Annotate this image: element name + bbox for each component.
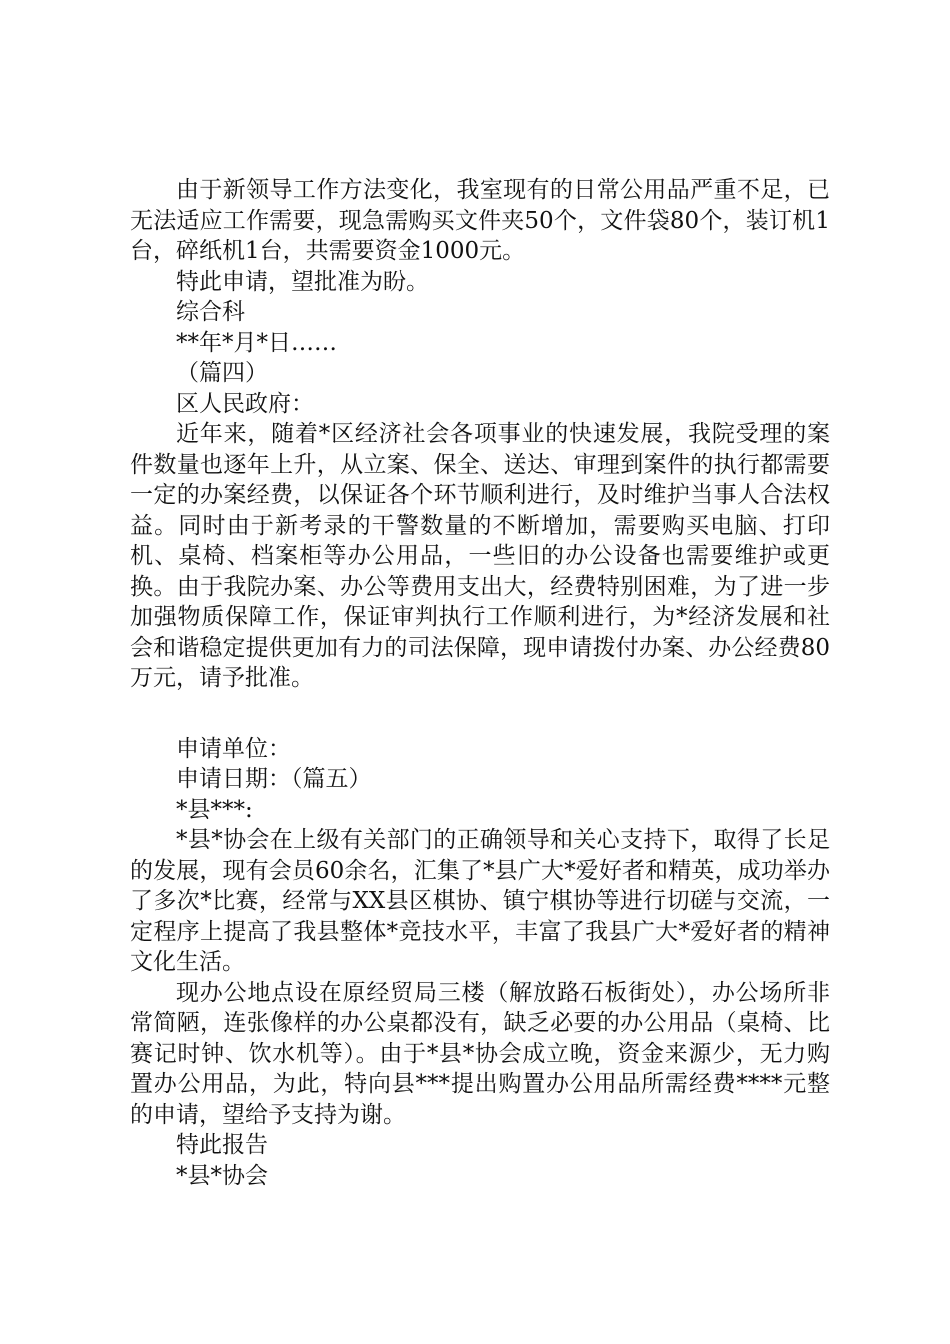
application-date-label: 申请日期：（篇五） xyxy=(176,766,372,792)
salutation-county: *县***: xyxy=(176,796,253,823)
applicant-unit-label: 申请单位： xyxy=(176,735,291,762)
closing-report: 特此报告 xyxy=(176,1132,268,1158)
paragraph-supplies-request: 由于新领导工作方法变化，我室现有的日常公用品严重不足，已无法适应工作需要，现急需购买文件夹50个，文件袋80个，装订机1台，碎纸机1台，共需要资金1000元。 xyxy=(130,177,830,264)
section-heading-part-four: （篇四） xyxy=(176,360,268,386)
paragraph-request-approval: 特此申请，望批准为盼。 xyxy=(176,268,429,295)
signature-association: *县*协会 xyxy=(176,1162,268,1189)
paragraph-spacer xyxy=(130,694,830,734)
paragraph-court-funding: 近年来，随着*区经济社会各项事业的快速发展，我院受理的案件数量也逐年上升，从立案、保全、送达、审理到案件的执行都需要一定的办案经费，以保证各个环节顺利进行，及时维护当事人合法权益。同时由于新考录的干警数量的不断增加，需要购买电脑、打印机、桌椅、档案柜等办公用品，一些旧的办公设备也需要维护或更换。由于我院办案、办公等费用支出大，经费特别困难，为了进一步加强物质保障工作，保证审判执行工作顺利进行，为*经济发展和社会和谐稳定提供更加有力的司法保障，现申请拨付办案、办公经费80万元，请予批准。 xyxy=(130,421,830,691)
document-body xyxy=(130,175,830,1191)
signature-date: **年*月*日…… xyxy=(176,329,337,356)
salutation-district-government: 区人民政府： xyxy=(176,390,314,417)
paragraph-association-background: *县*协会在上级有关部门的正确领导和关心支持下，取得了长足的发展，现有会员60余名，汇集了*县广大*爱好者和精英，成功举办了多次*比赛，经常与XX县区棋协、镇宁棋协等进行切磋与交流，一定程序上提高了我县整体*竞技水平，丰富了我县广大*爱好者的精神文化生活。 xyxy=(130,827,830,975)
signature-department: 综合科 xyxy=(176,299,245,325)
paragraph-office-request: 现办公地点设在原经贸局三楼（解放路石板街处），办公场所非常简陋，连张像样的办公桌都没有，缺乏必要的办公用品（桌椅、比赛记时钟、饮水机等）。由于*县*协会成立晚，资金来源少，无力购置办公用品，为此，特向县***提出购置办公用品所需经费****元整的申请，望给予支持为谢。 xyxy=(130,979,830,1128)
